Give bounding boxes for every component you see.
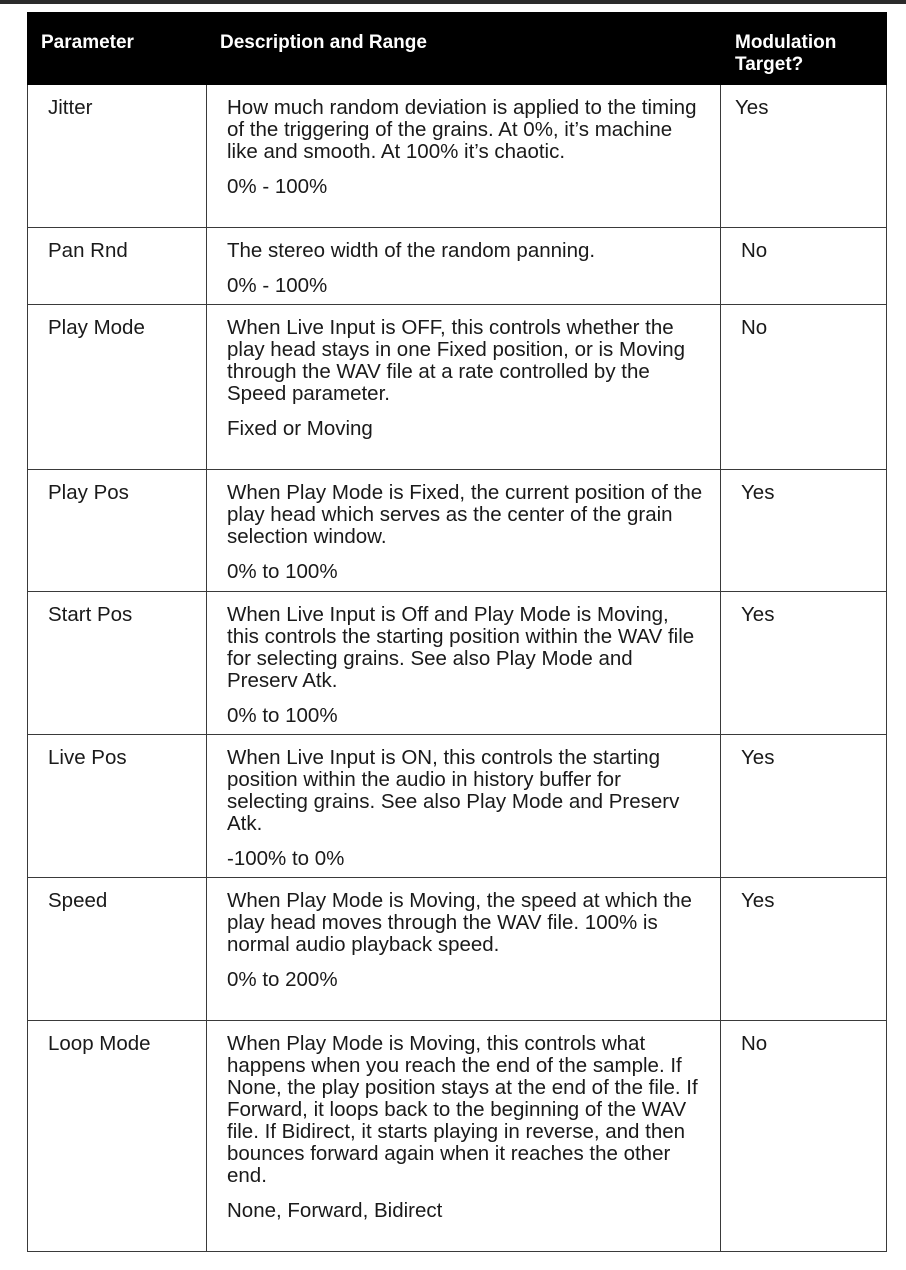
- modulation-cell: Yes: [721, 592, 887, 735]
- header-modulation-target: Modulation Target?: [721, 13, 887, 85]
- description-text: When Live Input is OFF, this controls whether the play head stays in one Fixed position, or is Moving through the WAV file at a rate controlled by the Speed parameter.: [227, 316, 686, 405]
- description-cell: [207, 878, 721, 1021]
- modulation-cell: No: [721, 228, 887, 305]
- parameter-cell: Jitter: [28, 85, 207, 228]
- description-text: When Play Mode is Moving, this controls what happens when you reach the end of the sample. If None, the play position stays at the end of the file. If Forward, it loops back to the beginning of the WAV file. If Bidirect, it starts playing in reverse, and then bounces forward again when it reaches the other end.: [227, 1032, 698, 1187]
- range-text: 0% to 200%: [227, 968, 338, 991]
- modulation-cell: Yes: [721, 878, 887, 1021]
- modulation-cell: No: [721, 1021, 887, 1252]
- table-row: [28, 878, 887, 1021]
- description-cell: [207, 305, 721, 470]
- range-text: Fixed or Moving: [227, 417, 373, 440]
- parameter-cell: Live Pos: [28, 735, 207, 878]
- description-text: The stereo width of the random panning.: [227, 239, 596, 262]
- description-cell: [207, 85, 721, 228]
- table-row: [28, 305, 887, 470]
- table-body: [28, 85, 887, 1252]
- parameter-table: [27, 12, 887, 1252]
- parameter-cell: Speed: [28, 878, 207, 1021]
- description-text: How much random deviation is applied to the timing of the triggering of the grains. At 0%, it’s machine like and smooth. At 100% it’s chaotic.: [227, 96, 697, 163]
- table-row: [28, 85, 887, 228]
- modulation-cell: Yes: [721, 470, 887, 592]
- header-description: Description and Range: [207, 13, 721, 85]
- table-header: [28, 13, 887, 85]
- modulation-cell: Yes: [721, 735, 887, 878]
- parameter-cell: Play Mode: [28, 305, 207, 470]
- parameter-cell: Play Pos: [28, 470, 207, 592]
- description-text: When Live Input is ON, this controls the starting position within the audio in history buffer for selecting grains. See also Play Mode and Preserv Atk.: [227, 746, 680, 835]
- description-cell: [207, 470, 721, 592]
- range-text: 0% to 100%: [227, 704, 338, 727]
- table-row: [28, 228, 887, 305]
- description-text: When Live Input is Off and Play Mode is Moving, this controls the starting position within the WAV file for selecting grains. See also Play Mode and Preserv Atk.: [227, 603, 695, 692]
- parameter-cell: Loop Mode: [28, 1021, 207, 1252]
- description-cell: [207, 592, 721, 735]
- table-row: [28, 1021, 887, 1252]
- range-text: 0% - 100%: [227, 274, 328, 297]
- description-text: When Play Mode is Fixed, the current position of the play head which serves as the center of the grain selection window.: [227, 481, 703, 548]
- description-cell: [207, 1021, 721, 1252]
- modulation-cell: Yes: [721, 85, 887, 228]
- range-text: 0% - 100%: [227, 175, 328, 198]
- range-text: -100% to 0%: [227, 847, 345, 870]
- parameter-cell: Start Pos: [28, 592, 207, 735]
- range-text: None, Forward, Bidirect: [227, 1199, 443, 1222]
- top-rule: [0, 0, 906, 4]
- header-row: [28, 13, 887, 85]
- description-cell: [207, 228, 721, 305]
- header-parameter: Parameter: [28, 13, 207, 85]
- table-row: [28, 592, 887, 735]
- description-text: When Play Mode is Moving, the speed at which the play head moves through the WAV file. 100% is normal audio playback speed.: [227, 889, 692, 956]
- description-cell: [207, 735, 721, 878]
- parameter-cell: Pan Rnd: [28, 228, 207, 305]
- table-row: [28, 735, 887, 878]
- range-text: 0% to 100%: [227, 560, 338, 583]
- table-row: [28, 470, 887, 592]
- modulation-cell: No: [721, 305, 887, 470]
